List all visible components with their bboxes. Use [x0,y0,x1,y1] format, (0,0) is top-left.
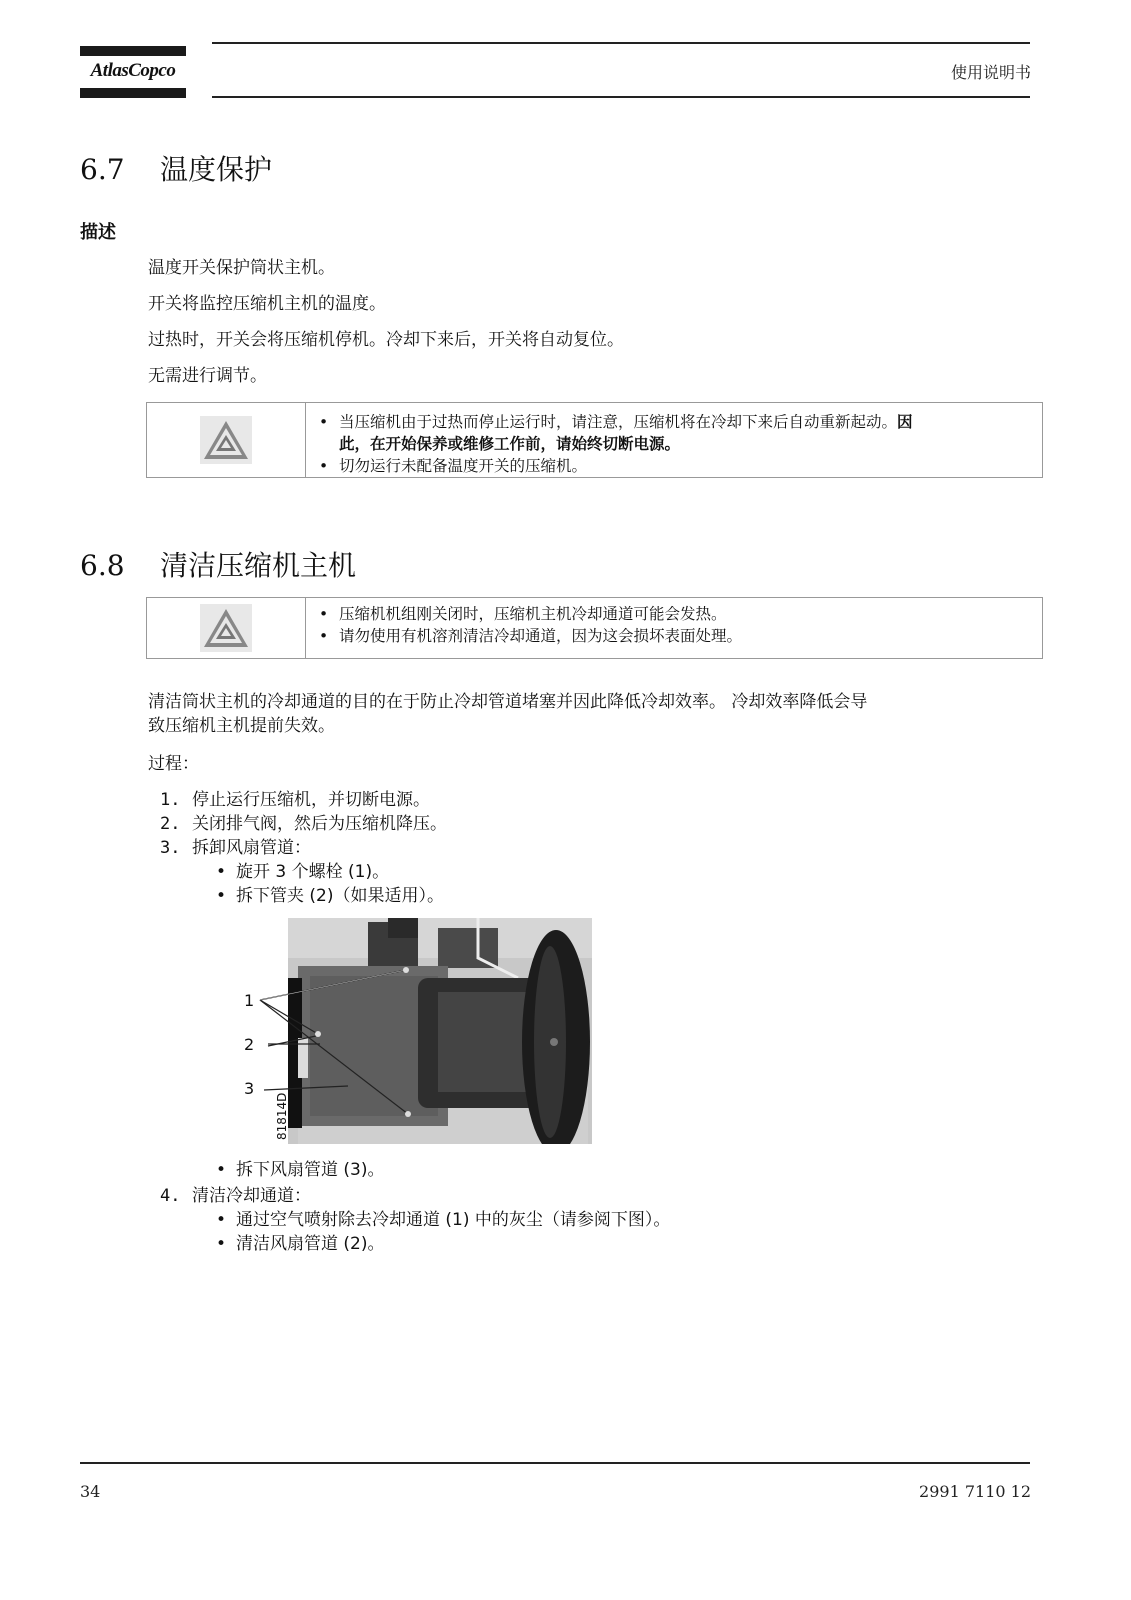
warning-item: • 请勿使用有机溶剂清洁冷却通道，因为这会损坏表面处理。 [317,625,1036,647]
section-heading-6-7 [80,148,272,188]
warning-icon-cell [147,598,306,658]
section-title: 清洁压缩机主机 [160,549,357,582]
header-rule-bottom [212,96,1030,98]
callout-label: 3 [244,1079,255,1098]
intro-paragraph-line: 致压缩机主机提前失效。 [148,716,335,736]
callout-label: 1 [244,991,255,1010]
step-text: 停止运行压缩机，并切断电源。 [192,790,430,810]
warning-box-temperature [146,402,1043,478]
logo-bar-top [80,46,186,56]
warning-text [317,411,1036,477]
intro-paragraph-line: 清洁筒状主机的冷却通道的目的在于防止冷却管道堵塞并因此降低冷却效率。 冷却效率降低会导 [148,692,868,712]
paragraph: 开关将监控压缩机主机的温度。 [148,294,386,314]
warning-item [317,411,1036,455]
paragraph: 过热时，开关会将压缩机停机。冷却下来后，开关将自动复位。 [148,330,624,350]
page-number: 34 [80,1482,101,1501]
section-number: 6.7 [80,153,125,186]
subheading-description: 描述 [80,222,116,243]
step-bullet: • 通过空气喷射除去冷却通道 (1) 中的灰尘（请参阅下图）。 [216,1208,670,1232]
warning-item-text: 当压缩机由于过热而停止运行时，请注意，压缩机将在冷却下来后自动重新起动。 [339,413,898,431]
step-number: 3. [160,838,181,858]
procedure-label: 过程： [148,754,199,774]
warning-item: • 切勿运行未配备温度开关的压缩机。 [317,455,1036,477]
step-number: 2. [160,814,181,834]
section-title: 温度保护 [160,153,273,186]
procedure-step [160,812,447,836]
warning-text [317,603,1036,647]
section-number: 6.8 [80,549,125,582]
warning-box-cleaning [146,597,1043,659]
warning-item-bold: 因 [897,413,913,431]
step-bullet: • 拆下管夹 (2)（如果适用）。 [216,884,444,908]
procedure-step [160,1184,311,1208]
warning-triangle-icon [200,604,252,652]
step-bullet: • 旋开 3 个螺栓 (1)。 [216,860,389,884]
paragraph: 温度开关保护筒状主机。 [148,258,335,278]
section-heading-6-8 [80,544,356,584]
step-text: 拆卸风扇管道： [192,838,311,858]
step-number: 4. [160,1186,181,1206]
step-bullet: • 拆下风扇管道 (3)。 [216,1158,384,1182]
step-bullet: • 清洁风扇管道 (2)。 [216,1232,384,1256]
warning-icon-cell [147,403,306,477]
warning-item-bold: 此，在开始保养或维修工作前，请始终切断电源。 [339,435,681,453]
logo-bar-bottom [80,88,186,98]
step-number: 1. [160,790,181,810]
step-text: 关闭排气阀，然后为压缩机降压。 [192,814,447,834]
footer-rule [80,1462,1030,1464]
document-type: 使用说明书 [950,63,1031,82]
figure-id: 81814D [275,1092,289,1140]
header-rule-top [212,42,1030,44]
paragraph: 无需进行调节。 [148,366,267,386]
warning-triangle-icon [200,416,252,464]
warning-item: • 压缩机机组刚关闭时，压缩机主机冷却通道可能会发热。 [317,603,1036,625]
step-text: 清洁冷却通道： [192,1186,311,1206]
fan-duct-figure [238,918,592,1144]
callout-label: 2 [244,1035,255,1054]
procedure-step [160,788,430,812]
procedure-step [160,836,311,860]
compressor-element-illustration [238,918,592,1144]
atlas-copco-logo: AtlasCopco [90,60,176,81]
document-number: 2991 7110 12 [919,1482,1031,1501]
